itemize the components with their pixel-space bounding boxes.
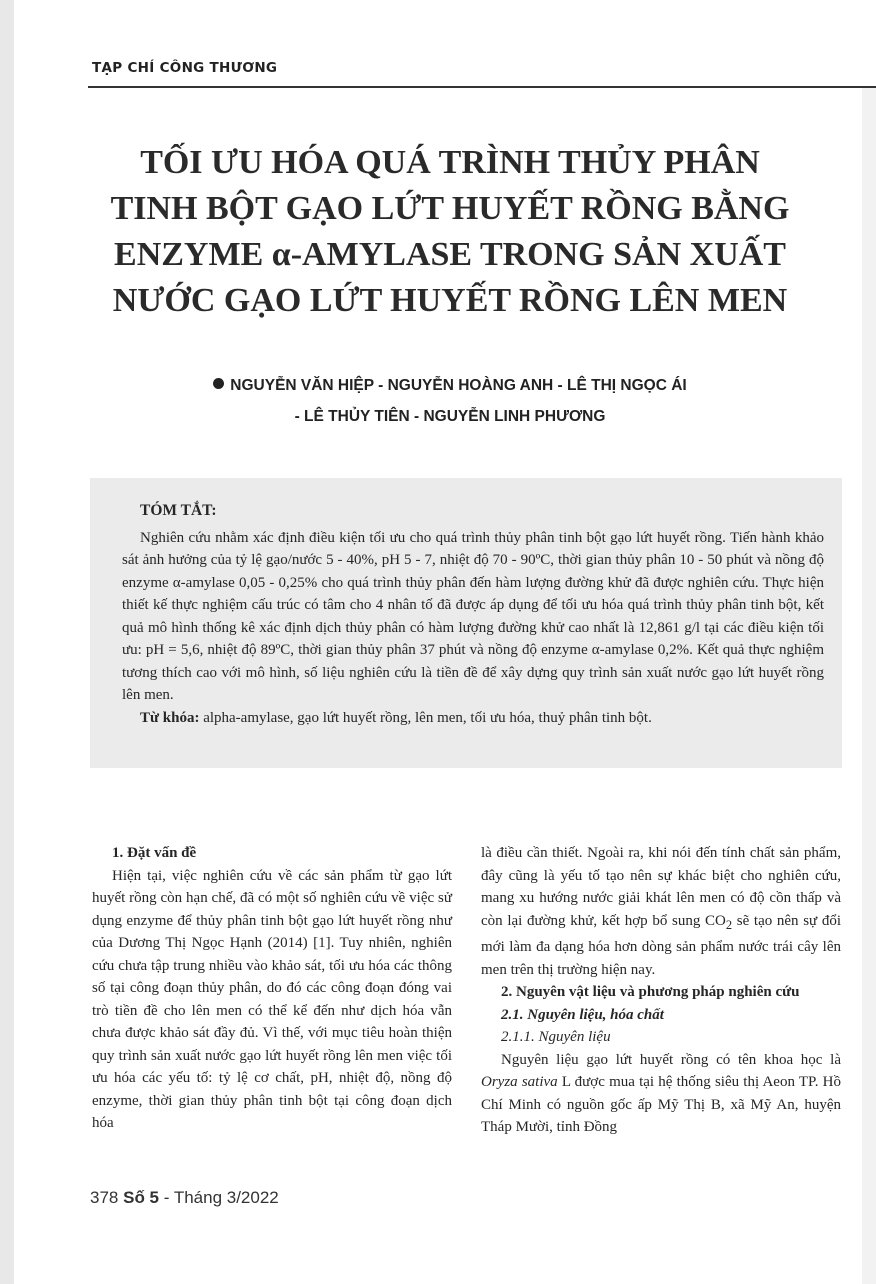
issue-date: - Tháng 3/2022 xyxy=(163,1188,279,1207)
species-name: Oryza sativa xyxy=(481,1074,558,1090)
abstract-body: Nghiên cứu nhằm xác định điều kiện tối ưu cho quá trình thủy phân tinh bột gạo lứt huyết rồng. Tiến hành khảo sát ảnh hưởng của tỷ lệ gạo/nước 5 - 40%, pH 5 - 7, nhiệt độ 70 - 90ºC, thời gian thủy phân 10 - 50 phút và nồng độ enzyme α-amylase 0,05 - 0,25% cho quá trình thủy phân đến hàm lượng đường khử đã được nghiên cứu. Thực hiện thiết kế thực nghiệm cấu trúc có tâm cho 4 nhân tố đã được áp dụng để tối ưu hóa quá trình thủy phân tinh bột, kết quả mô hình thống kê xác định dịch thủy phân có hàm lượng đường khử cao nhất là 12,861 g/l tại các điều kiện tối ưu: pH = 5,6, nhiệt độ 89ºC, thời gian thủy phân 37 phút và nồng độ enzyme α-amylase 0,2%. Kết quả thực nghiệm tương thích cao với mô hình, số liệu nghiên cứu là tiền đề để xây dựng quy trình sản xuất nước gạo lứt huyết rồng lên men. xyxy=(122,529,824,703)
section-heading-1: 1. Đặt vấn đề xyxy=(112,845,197,861)
para-text: là điều cần thiết. Ngoài ra, khi nói đến tính chất sản phẩm, đây cũng là yếu tố tạo nên sự khác biệt cho nghiên cứu, mang xu hướng nước giải khát lên men có độ cồn thấp và còn lại đường khử, kết hợp bổ sung CO xyxy=(481,845,841,929)
page-footer xyxy=(90,1188,279,1208)
issue-number: Số 5 xyxy=(123,1188,160,1207)
page-edge-right xyxy=(862,86,876,1284)
para-text: sẽ tạo nên sự đổi mới làm đa dạng hóa hơn dòng sản phẩm nước trái cây lên men trên thị trường hiện nay. xyxy=(481,912,841,978)
intro-paragraph-continued xyxy=(481,842,841,981)
materials-paragraph xyxy=(481,1049,841,1139)
left-column xyxy=(92,842,452,1135)
article-title xyxy=(60,140,840,324)
section-heading-2: 2. Nguyên vật liệu và phương pháp nghiên cứu xyxy=(501,984,800,1000)
title-line: TINH BỘT GẠO LỨT HUYẾT RỒNG BẰNG xyxy=(110,190,790,227)
keywords xyxy=(122,707,824,730)
author-line-2: - LÊ THỦY TIÊN - NGUYỄN LINH PHƯƠNG xyxy=(294,408,606,425)
subsection-heading-2-1: 2.1. Nguyên liệu, hóa chất xyxy=(501,1006,664,1023)
page-number: 378 xyxy=(90,1188,119,1207)
subsection-heading-2-1-1: 2.1.1. Nguyên liệu xyxy=(501,1029,611,1045)
bullet-dot-icon xyxy=(213,378,224,389)
right-column xyxy=(481,842,841,1139)
header-rule xyxy=(88,86,876,88)
authors-text-1: NGUYỄN VĂN HIỆP - NGUYỄN HOÀNG ANH - LÊ THỊ NGỌC ÁI xyxy=(230,377,687,394)
para-text: Nguyên liệu gạo lứt huyết rồng có tên khoa học là xyxy=(501,1051,841,1068)
author-list xyxy=(60,370,840,432)
journal-name: TẠP CHÍ CÔNG THƯƠNG xyxy=(92,60,278,76)
page-edge-strip xyxy=(0,0,14,1284)
abstract-heading: TÓM TẮT: xyxy=(140,502,217,519)
intro-paragraph: Hiện tại, việc nghiên cứu về các sản phẩm từ gạo lứt huyết rồng còn hạn chế, đã có một số nghiên cứu về việc sử dụng enzyme để thủy phân tinh bột gạo lứt huyết rồng như của Dương Thị Ngọc Hạnh (2014) [1]. Tuy nhiên, nghiên cứu chưa tập trung nhiều vào khảo sát, tối ưu hóa các thông số tại công đoạn thủy phân, do đó các công đoạn đóng vai trò tiền đề cho lên men có thể kể đến như dịch hóa vẫn chưa được khảo sát đầy đủ. Vì thế, với mục tiêu hoàn thiện quy trình sản xuất nước gạo lứt huyết rồng lên men việc tối ưu hóa các yếu tố: tỷ lệ cơ chất, pH, nhiệt độ, nồng độ enzyme, thời gian thủy phân tinh bột tại công đoạn dịch hóa xyxy=(92,867,452,1131)
title-line: ENZYME α-AMYLASE TRONG SẢN XUẤT xyxy=(114,236,786,273)
keywords-text: alpha-amylase, gạo lứt huyết rồng, lên men, tối ưu hóa, thuỷ phân tinh bột. xyxy=(203,709,652,726)
co2-subscript: 2 xyxy=(725,917,733,932)
abstract-box xyxy=(90,478,842,768)
author-line-1 xyxy=(60,370,840,401)
para-text: L được mua tại hệ thống siêu thị Aeon TP. Hồ Chí Minh có nguồn gốc ấp Mỹ Thị B, xã Mỹ An, huyện Tháp Mười, tỉnh Đồng xyxy=(481,1074,841,1135)
keywords-label: Từ khóa: xyxy=(140,709,200,726)
title-line: TỐI ƯU HÓA QUÁ TRÌNH THỦY PHÂN xyxy=(140,144,760,181)
title-line: NƯỚC GẠO LỨT HUYẾT RỒNG LÊN MEN xyxy=(112,282,788,319)
